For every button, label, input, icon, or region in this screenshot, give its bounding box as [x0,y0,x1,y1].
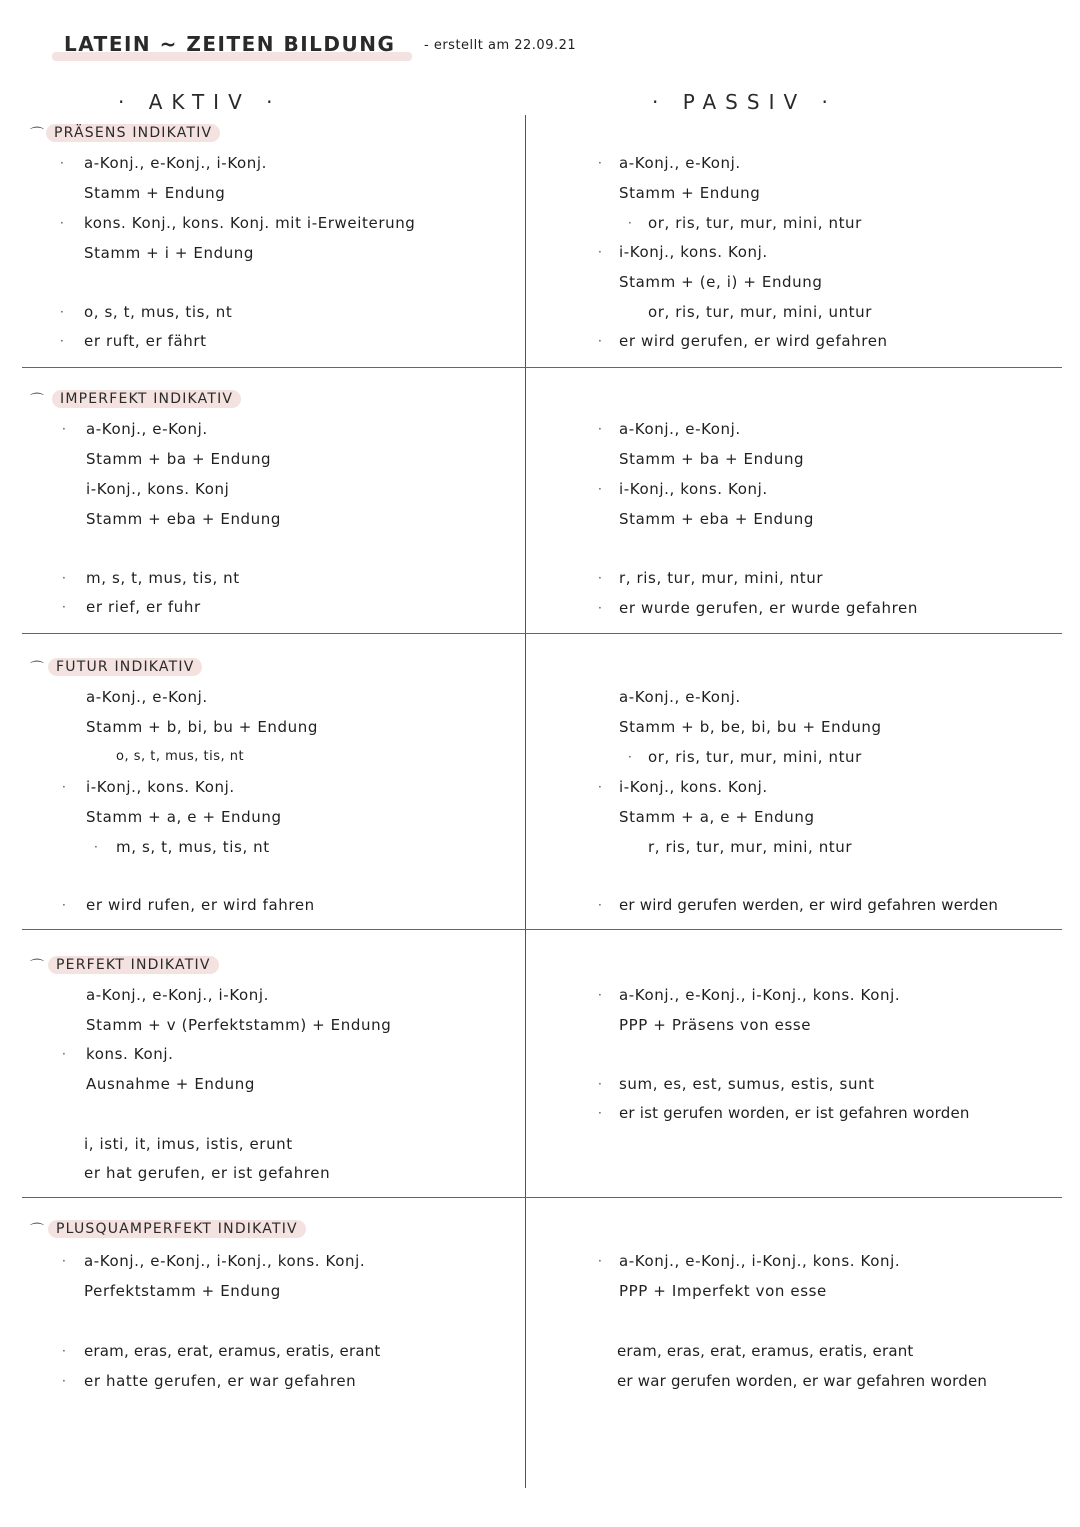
text-line: er wird rufen, er wird fahren [86,896,315,914]
text-line: Stamm + a, e + Endung [619,808,815,826]
section-label-praesens: PRÄSENS INDIKATIV [46,124,220,142]
bullet-icon: · [60,334,64,348]
text-line: eram, eras, erat, eramus, eratis, erant [617,1342,914,1360]
bullet-icon: · [62,1047,66,1061]
section-label-futur: FUTUR INDIKATIV [48,658,202,676]
text-line: Stamm + (e, i) + Endung [619,273,823,291]
text-line: Stamm + ba + Endung [619,450,805,468]
text-line: er war gerufen worden, er war gefahren worden [617,1372,988,1390]
bullet-icon: · [598,1254,602,1268]
text-line: er wird gerufen werden, er wird gefahren werden [619,896,999,914]
bullet-icon: · [62,600,66,614]
text-line: kons. Konj., kons. Konj. mit i-Erweiterung [84,214,416,232]
bullet-icon: · [62,1254,66,1268]
bullet-icon: · [60,216,64,230]
page-title: LATEIN ~ ZEITEN BILDUNG [64,32,396,56]
text-line: a-Konj., e-Konj., i-Konj. [84,154,268,172]
text-line: er hatte gerufen, er war gefahren [84,1372,357,1390]
text-line: o, s, t, mus, tis, nt [84,303,233,321]
bullet-icon: · [598,898,602,912]
bullet-icon: · [62,422,66,436]
text-line: Stamm + v (Perfektstamm) + Endung [86,1016,392,1034]
text-line: a-Konj., e-Konj. [86,688,208,706]
text-line: Stamm + eba + Endung [86,510,282,528]
text-line: m, s, t, mus, tis, nt [116,838,270,856]
text-line: r, ris, tur, mur, mini, ntur [619,569,824,587]
text-line: Ausnahme + Endung [86,1075,255,1093]
text-line: Stamm + Endung [84,184,226,202]
text-line: kons. Konj. [86,1045,174,1063]
bullet-icon: · [598,571,602,585]
text-line: a-Konj., e-Konj. [619,154,741,172]
bullet-icon: · [598,601,602,615]
section-marker-icon: ⌒ [30,127,44,143]
column-divider [525,115,526,1488]
text-line: Stamm + Endung [619,184,761,202]
text-line: a-Konj., e-Konj., i-Konj., kons. Konj. [619,986,901,1004]
text-line: a-Konj., e-Konj. [619,420,741,438]
text-line: o, s, t, mus, tis, nt [116,749,245,764]
bullet-icon: · [598,780,602,794]
created-date: - erstellt am 22.09.21 [424,38,577,53]
bullet-icon: · [598,334,602,348]
text-line: Stamm + ba + Endung [86,450,272,468]
text-line: a-Konj., e-Konj. [86,420,208,438]
section-label-imperfekt: IMPERFEKT INDIKATIV [52,390,241,408]
text-line: a-Konj., e-Konj., i-Konj. [86,986,270,1004]
bullet-icon: · [62,780,66,794]
row-divider [22,367,1062,368]
text-line: Stamm + b, bi, bu + Endung [86,718,318,736]
text-line: Stamm + a, e + Endung [86,808,282,826]
row-divider [22,929,1062,930]
bullet-icon: · [598,1077,602,1091]
row-divider [22,1197,1062,1198]
text-line: i-Konj., kons. Konj. [86,778,235,796]
text-line: er wird gerufen, er wird gefahren [619,332,888,350]
text-line: er ist gerufen worden, er ist gefahren worden [619,1104,970,1122]
text-line: Stamm + i + Endung [84,244,255,262]
text-line: a-Konj., e-Konj., i-Konj., kons. Konj. [619,1252,901,1270]
text-line: i-Konj., kons. Konj. [619,778,768,796]
bullet-icon: · [60,305,64,319]
text-line: eram, eras, erat, eramus, eratis, erant [84,1342,381,1360]
text-line: er ruft, er fährt [84,332,207,350]
bullet-icon: · [598,156,602,170]
text-line: PPP + Imperfekt von esse [619,1282,827,1300]
section-marker-icon: ⌒ [30,1223,44,1239]
section-label-plusquamperfekt: PLUSQUAMPERFEKT INDIKATIV [48,1220,306,1238]
text-line: PPP + Präsens von esse [619,1016,812,1034]
bullet-icon: · [94,840,98,854]
text-line: or, ris, tur, mur, mini, ntur [648,214,862,232]
column-header-passiv: · PASSIV · [652,90,837,114]
bullet-icon: · [598,1106,602,1120]
bullet-icon: · [598,482,602,496]
bullet-icon: · [62,571,66,585]
bullet-icon: · [60,156,64,170]
bullet-icon: · [628,750,632,764]
bullet-icon: · [62,1374,66,1388]
section-marker-icon: ⌒ [30,959,44,975]
text-line: a-Konj., e-Konj. [619,688,741,706]
bullet-icon: · [598,245,602,259]
text-line: Perfektstamm + Endung [84,1282,281,1300]
bullet-icon: · [62,1344,66,1358]
section-label-perfekt: PERFEKT INDIKATIV [48,956,219,974]
text-line: r, ris, tur, mur, mini, ntur [648,838,853,856]
text-line: or, ris, tur, mur, mini, untur [648,303,873,321]
text-line: i-Konj., kons. Konj. [619,480,768,498]
bullet-icon: · [598,422,602,436]
text-line: i-Konj., kons. Konj. [619,243,768,261]
text-line: or, ris, tur, mur, mini, ntur [648,748,862,766]
section-marker-icon: ⌒ [30,661,44,677]
text-line: sum, es, est, sumus, estis, sunt [619,1075,875,1093]
text-line: er rief, er fuhr [86,598,201,616]
bullet-icon: · [62,898,66,912]
text-line: m, s, t, mus, tis, nt [86,569,240,587]
section-marker-icon: ⌒ [30,393,44,409]
text-line: Stamm + eba + Endung [619,510,815,528]
text-line: Stamm + b, be, bi, bu + Endung [619,718,882,736]
text-line: i, isti, it, imus, istis, erunt [84,1135,293,1153]
text-line: er hat gerufen, er ist gefahren [84,1164,331,1182]
text-line: a-Konj., e-Konj., i-Konj., kons. Konj. [84,1252,366,1270]
text-line: i-Konj., kons. Konj [86,480,230,498]
bullet-icon: · [628,216,632,230]
bullet-icon: · [598,988,602,1002]
text-line: er wurde gerufen, er wurde gefahren [619,599,918,617]
row-divider [22,633,1062,634]
column-header-aktiv: · AKTIV · [118,90,282,114]
